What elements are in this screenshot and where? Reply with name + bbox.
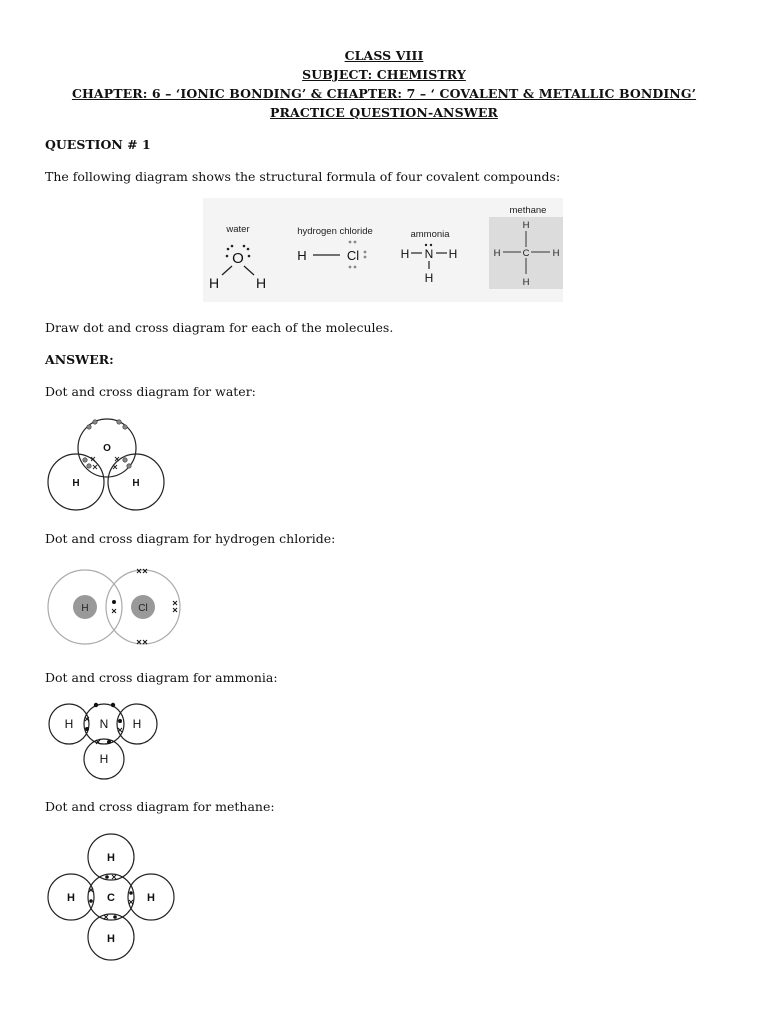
methane-h-bottom: H (522, 277, 530, 288)
water-h-left: H (208, 275, 220, 291)
hcl-cl: Cl (346, 248, 360, 263)
chapter-title: CHAPTER: 6 – ‘IONIC BONDING’ & CHAPTER: 7 – ‘ COVALENT & METALLIC BONDING’ (71, 86, 697, 101)
ammonia-h-right: H (448, 247, 458, 261)
question-heading: QUESTION # 1 (45, 137, 151, 152)
methane-h-atom-left: H (67, 892, 75, 904)
ammonia-h-atom-right: H (132, 717, 142, 731)
ammonia-dot-cross-diagram (47, 700, 167, 782)
water-h-atom-left: H (72, 478, 80, 489)
water-o-atom: O (103, 443, 111, 454)
class-title: CLASS VIII (344, 48, 424, 63)
methane-caption: Dot and cross diagram for methane: (45, 799, 275, 814)
methane-h-atom-right: H (147, 892, 155, 904)
ammonia-n-atom: N (99, 717, 109, 731)
methane-h-atom-top: H (107, 852, 115, 864)
methane-dot-cross-diagram (45, 830, 180, 966)
subject-title: SUBJECT: CHEMISTRY (302, 67, 466, 82)
methane-h-left: H (493, 248, 501, 259)
methane-c-atom: C (107, 892, 115, 904)
structural-formula-figure (203, 198, 563, 302)
water-o: O (232, 250, 244, 267)
water-caption: Dot and cross diagram for water: (45, 384, 256, 399)
hcl-cl-atom: Cl (138, 603, 148, 614)
hcl-label: hydrogen chloride (297, 226, 373, 237)
ammonia-h-bottom: H (424, 271, 434, 285)
hcl-dot-cross-diagram (45, 566, 185, 646)
ammonia-caption: Dot and cross diagram for ammonia: (45, 670, 278, 685)
answer-heading: ANSWER: (45, 352, 114, 367)
ammonia-h-atom-bottom: H (99, 752, 109, 766)
hcl-caption: Dot and cross diagram for hydrogen chloride: (45, 531, 336, 546)
methane-h-top: H (522, 220, 530, 231)
water-label: water (226, 224, 250, 235)
ammonia-n: N (424, 247, 434, 261)
instruction-text: Draw dot and cross diagram for each of the molecules. (45, 320, 394, 335)
question-intro: The following diagram shows the structural formula of four covalent compounds: (45, 169, 561, 184)
practice-title: PRACTICE QUESTION-ANSWER (270, 105, 498, 120)
hcl-h-atom: H (81, 603, 89, 614)
water-h-right: H (255, 275, 267, 291)
methane-h-atom-bottom: H (107, 933, 115, 945)
methane-h-right: H (552, 248, 560, 259)
methane-label: methane (509, 205, 547, 216)
ammonia-label: ammonia (410, 229, 450, 240)
water-dot-cross-diagram (45, 414, 175, 516)
water-h-atom-right: H (132, 478, 140, 489)
ammonia-h-left: H (400, 247, 410, 261)
hcl-h: H (297, 248, 307, 263)
ammonia-h-atom-left: H (64, 717, 74, 731)
methane-c: C (522, 248, 530, 259)
